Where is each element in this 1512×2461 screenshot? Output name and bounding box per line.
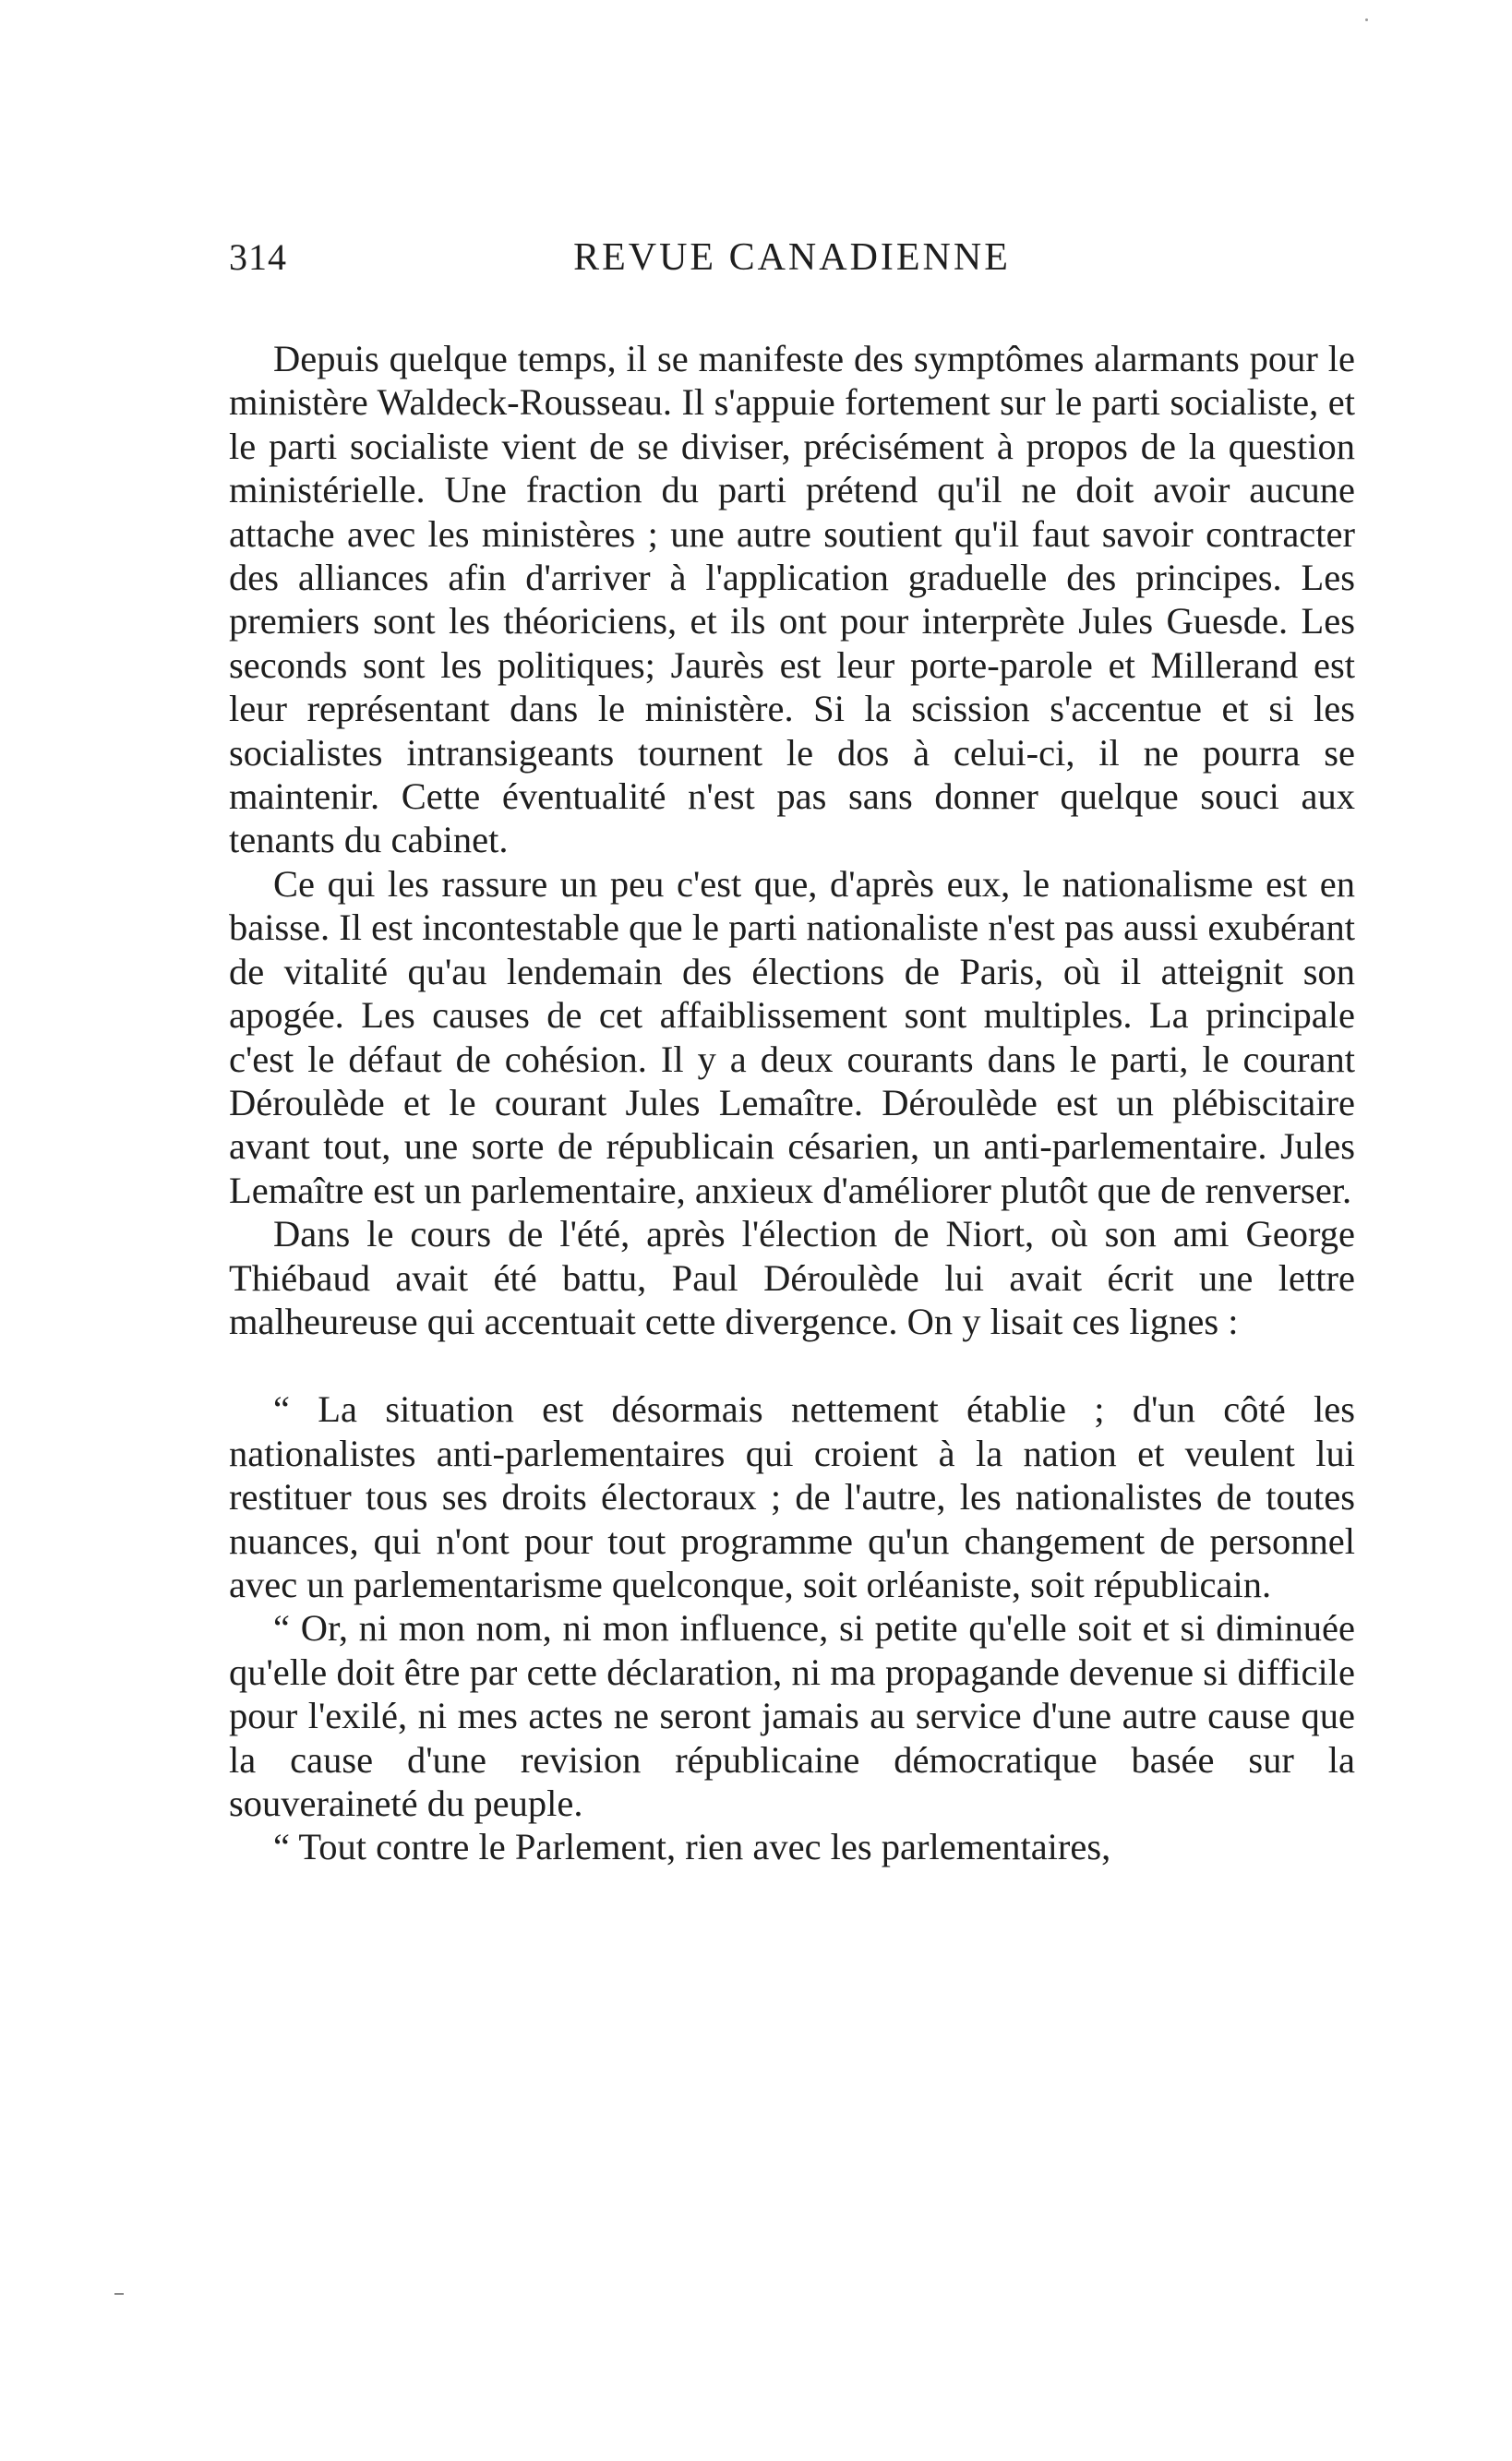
margin-mark	[114, 2293, 124, 2295]
paragraph: Ce qui les rassure un peu c'est que, d'après eux, le nationalisme est en baisse. Il est incontestable que le parti nationaliste n'est pas aussi exubérant de vitalité qu'au lendemain des élections de Paris, où il atteignit son apogée. Les causes de cet affaiblissement sont multiples. La principale c'est le défaut de cohésion. Il y a deux courants dans le parti, le courant Déroulède et le courant Jules Lemaître. Déroulède est un plébiscitaire avant tout, une sorte de républicain césarien, un anti-parlementaire. Jules Lemaître est un parlementaire, anxieux d'améliorer plutôt que de renverser.	[229, 862, 1355, 1211]
paragraph: Depuis quelque temps, il se manifeste des symptômes alarmants pour le ministère Waldeck-Rousseau. Il s'appuie fortement sur le parti socialiste, et le parti socialiste vient de se diviser, précisément à propos de la question ministérielle. Une fraction du parti prétend qu'il ne doit avoir aucune attache avec les ministères ; une autre soutient qu'il faut savoir contracter des alliances afin d'arriver à l'application graduelle des principes. Les premiers sont les théoriciens, et ils ont pour interprète Jules Guesde. Les seconds sont les politiques; Jaurès est leur porte-parole et Millerand est leur représentant dans le ministère. Si la scission s'accentue et si les socialistes intransigeants tournent le dos à celui-ci, il ne pourra se maintenir. Cette éventualité n'est pas sans donner quelque souci aux tenants du cabinet.	[229, 338, 1355, 861]
scan-speck	[1365, 18, 1368, 21]
quoted-paragraph: “ Tout contre le Parlement, rien avec les parlementaires,	[273, 1826, 1111, 1868]
page-header	[229, 235, 1355, 291]
running-title: REVUE CANADIENNE	[573, 236, 1011, 279]
quote-spacer	[229, 1343, 1355, 1387]
page-number: 314	[229, 236, 287, 278]
quoted-paragraph: “ Or, ni mon nom, ni mon influence, si petite qu'elle soit et si diminuée qu'elle doit être par cette déclaration, ni ma propagande devenue si difficile pour l'exilé, ni mes actes ne seront jamais au service d'une autre cause que la cause d'une revision républicaine démocratique basée sur la souveraineté du peuple.	[229, 1607, 1355, 1824]
quoted-paragraph: “ La situation est désormais nettement établie ; d'un côté les nationalistes anti-parlementaires qui croient à la nation et veulent lui restituer tous ses droits électoraux ; de l'autre, les nationalistes de toutes nuances, qui n'ont pour tout programme qu'un changement de personnel avec un parlementarisme quelconque, soit orléaniste, soit républicain.	[229, 1388, 1355, 1605]
paragraph: Dans le cours de l'été, après l'élection de Niort, où son ami George Thiébaud avait été battu, Paul Déroulède lui avait écrit une lettre malheureuse qui accentuait cette divergence. On y lisait ces lignes :	[229, 1213, 1355, 1342]
page-body	[229, 337, 1355, 1869]
